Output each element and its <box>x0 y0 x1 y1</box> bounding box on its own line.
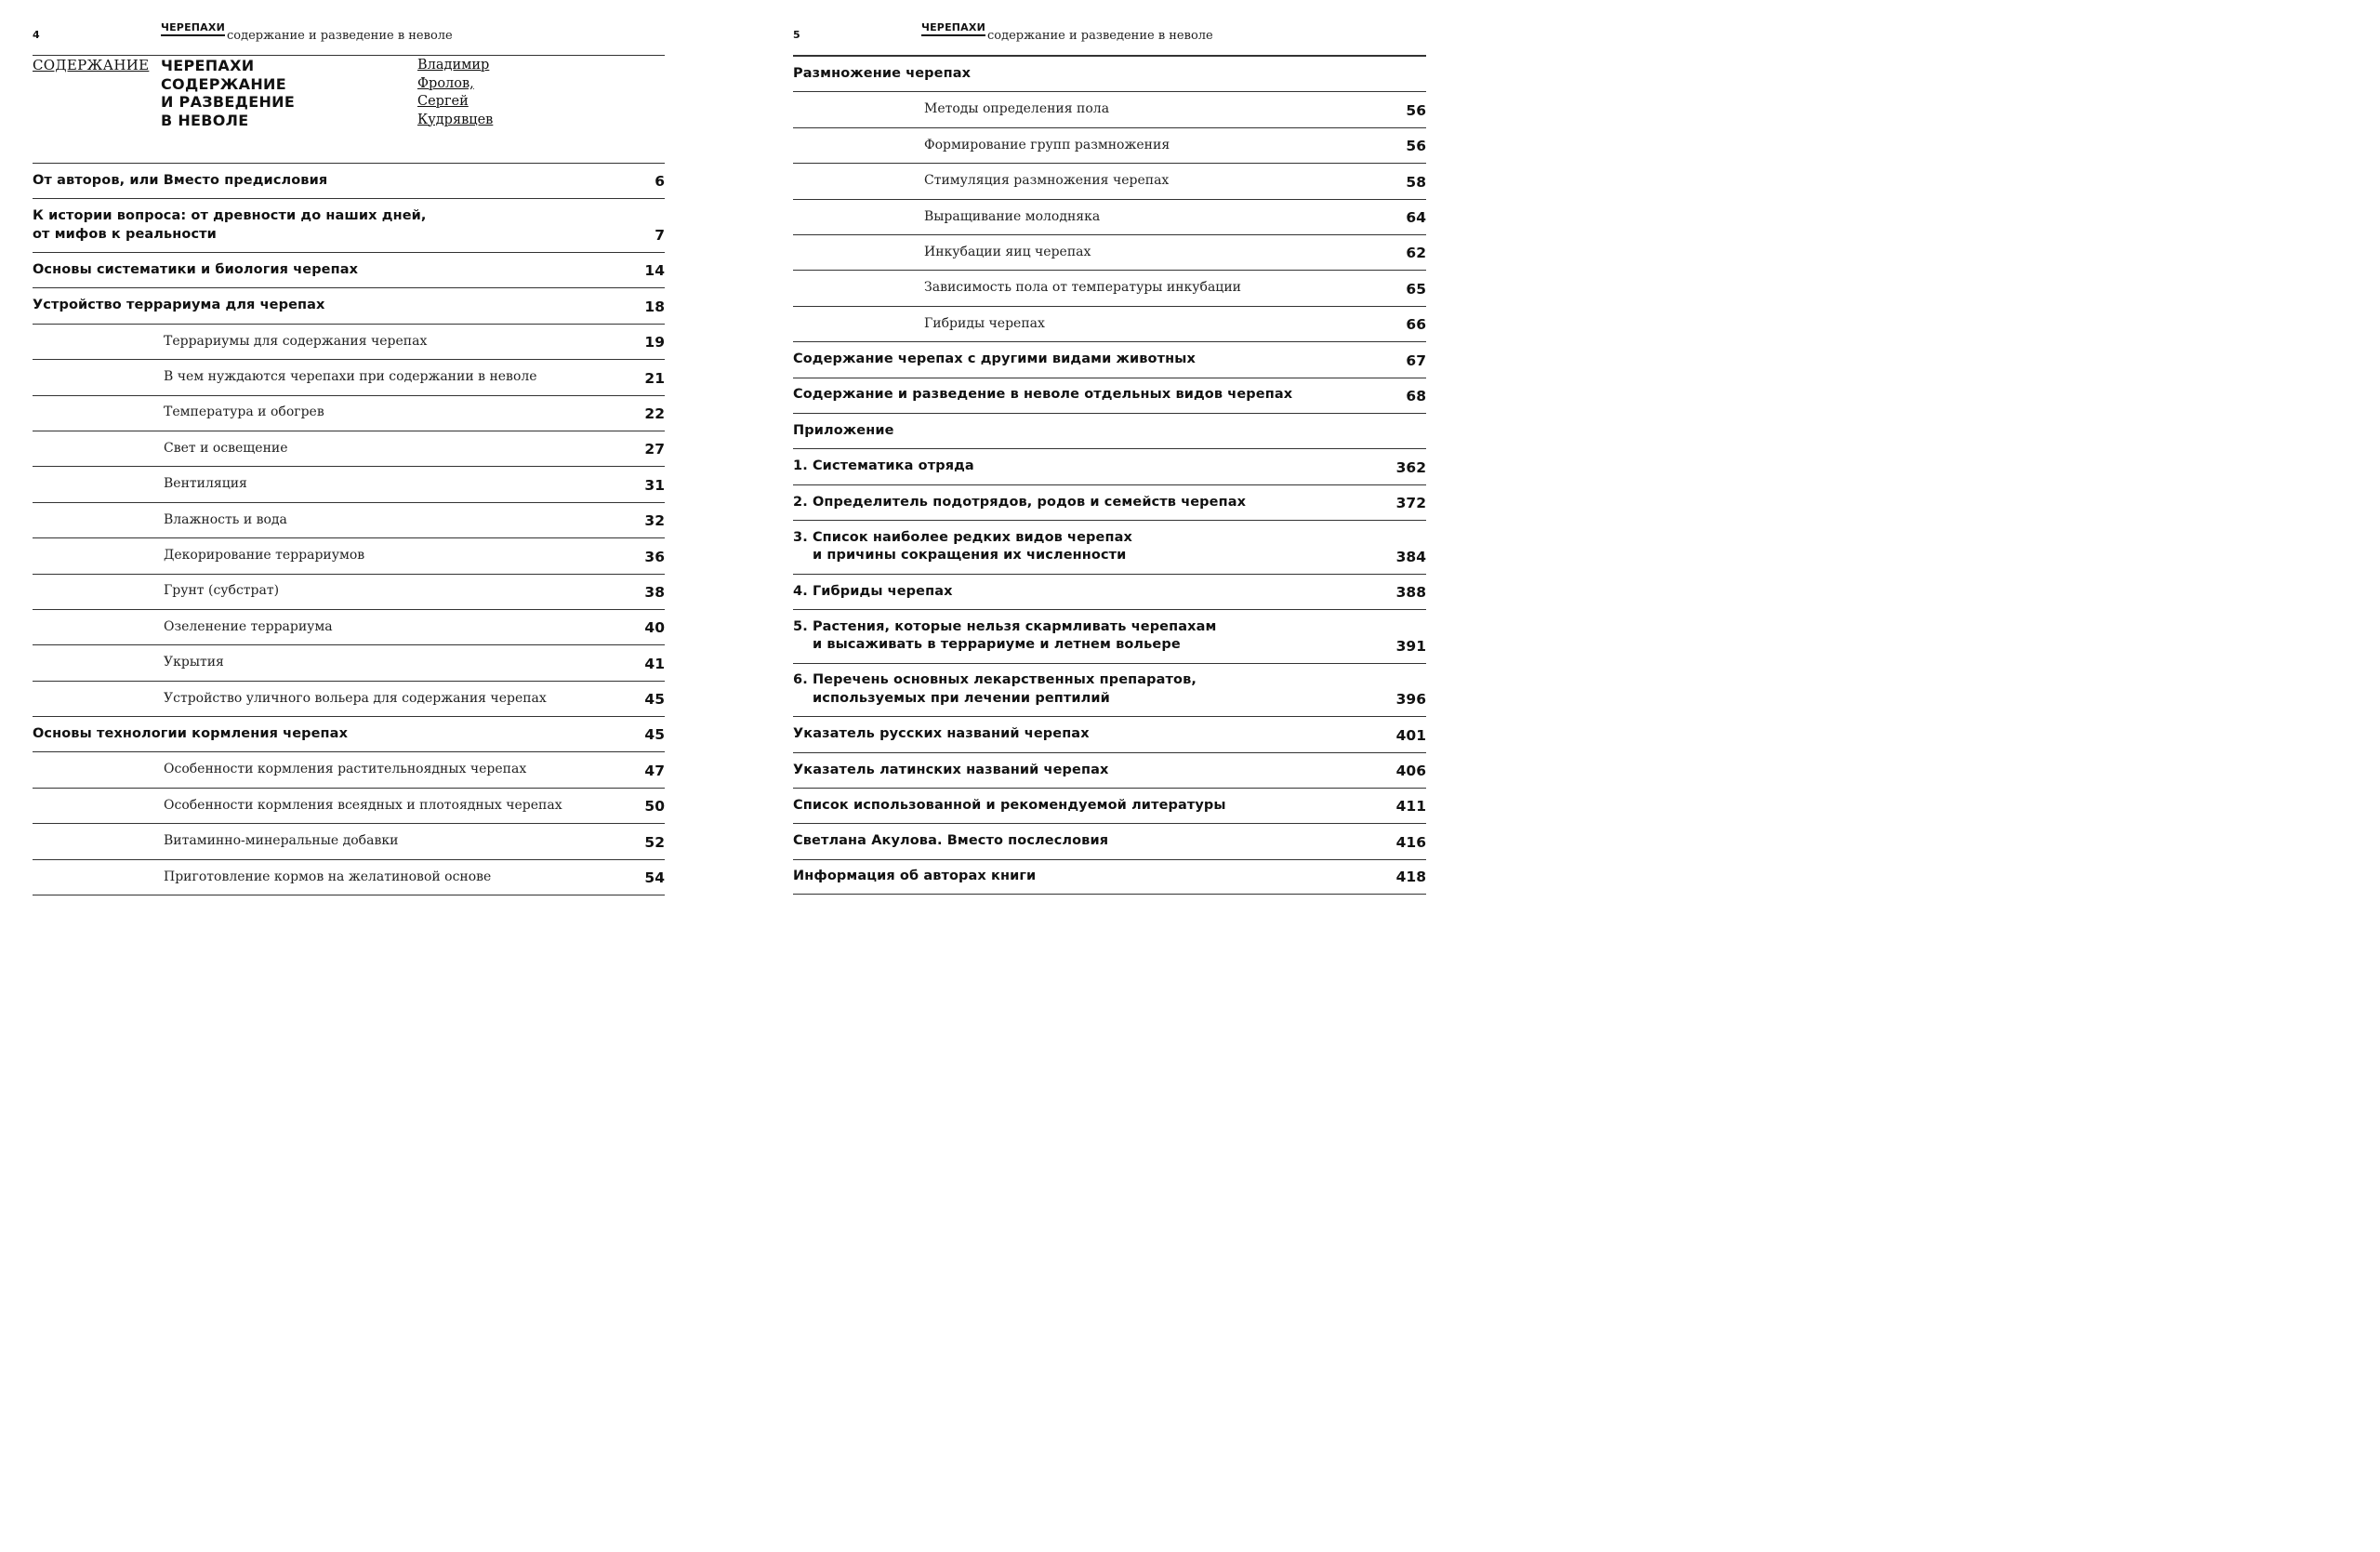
toc-page-number: 56 <box>1406 138 1426 155</box>
toc-entry-title-line: Приложение <box>793 422 894 438</box>
toc-entry-title <box>793 868 1426 886</box>
page-number: 4 <box>33 29 40 41</box>
toc-entry-title <box>33 261 665 280</box>
toc-entry-title <box>793 279 1426 298</box>
toc-entry-title <box>793 351 1426 369</box>
toc-entry[interactable] <box>793 823 1426 858</box>
book-title-line: В НЕВОЛЕ <box>161 111 249 129</box>
toc-entry-title <box>793 422 1426 441</box>
toc-entry-title-line: Температура и обогрев <box>164 405 324 420</box>
toc-page-number: 47 <box>644 762 665 779</box>
toc-page-number: 45 <box>644 691 665 709</box>
toc-page-number: 6 <box>654 173 665 191</box>
toc-entry-title <box>33 172 665 191</box>
toc-entry-title <box>33 869 665 887</box>
toc-entry-title-line: от мифов к реальности <box>33 226 217 242</box>
toc-entry-title <box>793 172 1426 191</box>
toc-page-number: 62 <box>1406 245 1426 262</box>
toc-page-number: 7 <box>654 226 665 244</box>
toc-entry[interactable] <box>793 663 1426 717</box>
toc-entry-title-line: К истории вопроса: от древности до наших дней, <box>33 208 427 224</box>
author-link[interactable]: Владимир <box>417 58 490 73</box>
toc-entry-title-line: Устройство террариума для черепах <box>33 298 325 313</box>
toc-entry-title-line: 3. Список наиболее редких видов черепах <box>793 529 1132 545</box>
toc-entry-title <box>793 618 1426 655</box>
toc-entry-title-line: От авторов, или Вместо предисловия <box>33 172 328 188</box>
toc-entry-title-line: Влажность и вода <box>164 511 287 527</box>
contents-heading: СОДЕРЖАНИЕ <box>33 57 150 73</box>
toc-entry-title <box>33 207 665 244</box>
toc-entry-title <box>33 404 665 422</box>
book-title <box>161 57 295 129</box>
toc-entry-title-line: Основы технологии кормления черепах <box>33 726 349 741</box>
toc-page-number: 38 <box>644 583 665 601</box>
toc-entry-title-line: и причины сокращения их численности <box>813 548 1127 564</box>
toc-entry-title <box>793 797 1426 816</box>
toc-entry-title <box>793 832 1426 851</box>
running-header-title: ЧЕРЕПАХИ <box>161 22 225 36</box>
toc-entry-title <box>793 725 1426 744</box>
toc-entry-title <box>793 529 1426 565</box>
toc-page-number: 36 <box>644 548 665 565</box>
toc-page-number: 41 <box>644 655 665 672</box>
toc-entry-title-line: Свет и освещение <box>164 440 288 456</box>
book-title-line: ЧЕРЕПАХИ <box>161 57 255 74</box>
toc-subentry[interactable] <box>793 199 1426 234</box>
toc-page-number: 68 <box>1406 387 1426 405</box>
toc-entry-title-line: Выращивание молодняка <box>924 208 1101 224</box>
toc-entry-title-line: Стимуляция размножения черепах <box>924 173 1170 189</box>
toc-page-number: 31 <box>644 476 665 494</box>
toc-entry-title-line: 5. Растения, которые нельзя скармливать черепахам <box>793 618 1217 634</box>
toc-entry-title <box>793 494 1426 512</box>
toc-entry-title <box>793 137 1426 155</box>
toc-entry-title <box>33 832 665 851</box>
toc-entry-title <box>33 797 665 816</box>
toc-subentry[interactable] <box>33 395 665 431</box>
toc-entry-title <box>33 511 665 530</box>
toc-entry-title-line: Методы определения пола <box>924 101 1110 117</box>
author-link[interactable]: Сергей <box>417 94 469 109</box>
running-header-subtitle: содержание и разведение в неволе <box>227 29 453 43</box>
toc-entry-title <box>793 208 1426 227</box>
toc-entry-title <box>793 583 1426 602</box>
toc-entry-title <box>33 690 665 709</box>
toc-entry-title-line: Инкубации яиц черепах <box>924 244 1091 259</box>
toc-entry[interactable] <box>793 859 1426 895</box>
toc-subentry[interactable] <box>33 537 665 573</box>
toc-page-number: 372 <box>1395 495 1426 512</box>
toc-subentry[interactable] <box>33 359 665 394</box>
toc-entry[interactable] <box>33 163 665 198</box>
toc-entry-title-line: Грунт (субстрат) <box>164 583 280 599</box>
toc-page-number: 18 <box>644 298 665 315</box>
toc-page-number: 65 <box>1406 280 1426 298</box>
toc-page-number: 391 <box>1395 637 1426 655</box>
toc-entry[interactable] <box>33 252 665 287</box>
toc-entry[interactable] <box>793 484 1426 520</box>
toc-entry-title-line: Особенности кормления всеядных и плотоядных черепах <box>164 797 562 813</box>
toc-entry-title <box>33 297 665 315</box>
toc-entry[interactable] <box>793 413 1426 448</box>
toc-subentry[interactable] <box>33 502 665 537</box>
toc-entry-title-line: Озеленение террариума <box>164 618 333 634</box>
toc-subentry[interactable] <box>33 788 665 823</box>
toc-page-number: 67 <box>1406 352 1426 369</box>
toc-subentry[interactable] <box>793 234 1426 270</box>
toc-page-number: 406 <box>1395 763 1426 780</box>
toc-entry-title-line: Вентиляция <box>164 476 247 492</box>
toc-subentry[interactable] <box>793 163 1426 198</box>
toc-page-number: 396 <box>1395 691 1426 709</box>
book-title-line: СОДЕРЖАНИЕ <box>161 74 286 93</box>
toc-subentry[interactable] <box>793 127 1426 163</box>
toc-page-number: 32 <box>644 512 665 530</box>
running-header-subtitle: содержание и разведение в неволе <box>987 29 1213 43</box>
toc-entry-title-line: Светлана Акулова. Вместо послесловия <box>793 833 1109 849</box>
toc-entry-title <box>33 440 665 458</box>
toc-entry-title-line: Зависимость пола от температуры инкубации <box>924 280 1241 296</box>
toc-subentry[interactable] <box>33 431 665 466</box>
toc-subentry[interactable] <box>33 574 665 609</box>
book-title-line: И РАЗВЕДЕНИЕ <box>161 93 296 111</box>
toc-page-number: 401 <box>1395 726 1426 744</box>
toc-entry[interactable] <box>33 287 665 323</box>
author-link[interactable]: Фролов, <box>417 75 474 91</box>
right-page <box>793 0 1426 952</box>
toc-entry-title-line: Декорирование террариумов <box>164 548 365 564</box>
toc-subentry[interactable] <box>793 306 1426 341</box>
toc-subentry[interactable] <box>33 466 665 501</box>
toc-entry-title <box>33 725 665 744</box>
toc-entry-title-line: Формирование групп размножения <box>924 137 1170 153</box>
toc-entry-title <box>33 618 665 637</box>
toc-entry-title-line: Устройство уличного вольера для содержания черепах <box>164 690 547 706</box>
toc-subentry[interactable] <box>793 91 1426 126</box>
toc-entry[interactable] <box>33 198 665 252</box>
toc-entry-title-line: и высаживать в террариуме и летнем вольере <box>813 637 1181 653</box>
toc-entry-title-line: Террариумы для содержания черепах <box>164 333 428 349</box>
toc-entry-title <box>33 368 665 387</box>
toc-entry[interactable] <box>33 716 665 751</box>
toc-entry[interactable] <box>793 56 1426 91</box>
authors <box>417 57 493 129</box>
toc-entry-title <box>793 671 1426 708</box>
toc-subentry[interactable] <box>33 681 665 716</box>
toc-page-number: 58 <box>1406 173 1426 191</box>
toc-list-right <box>793 56 1426 895</box>
toc-page-number: 22 <box>644 405 665 422</box>
toc-page-number: 40 <box>644 619 665 637</box>
toc-entry[interactable] <box>793 716 1426 751</box>
toc-entry-title <box>793 65 1426 84</box>
toc-entry-title-line: Витаминно-минеральные добавки <box>164 833 399 849</box>
toc-entry-title-line: Указатель латинских названий черепах <box>793 762 1109 777</box>
toc-entry-title-line: 1. Систематика отряда <box>793 458 974 474</box>
toc-entry-title <box>793 315 1426 334</box>
toc-page-number: 384 <box>1395 548 1426 565</box>
toc-entry[interactable] <box>793 574 1426 609</box>
toc-entry-title-line: Информация об авторах книги <box>793 869 1037 884</box>
toc-entry-title-line: Укрытия <box>164 655 224 670</box>
page-number: 5 <box>793 29 800 41</box>
toc-entry[interactable] <box>793 609 1426 663</box>
toc-subentry[interactable] <box>33 823 665 858</box>
toc-page-number: 56 <box>1406 101 1426 119</box>
toc-page-number: 362 <box>1395 458 1426 476</box>
toc-entry-title <box>793 458 1426 476</box>
toc-entry-title <box>33 582 665 601</box>
toc-entry-title <box>33 475 665 494</box>
toc-page-number: 64 <box>1406 208 1426 226</box>
toc-entry-title-line: Гибриды черепах <box>924 315 1045 331</box>
toc-page-number: 14 <box>644 262 665 280</box>
toc-entry-title-line: В чем нуждаются черепахи при содержании в неволе <box>164 369 537 385</box>
toc-subentry[interactable] <box>33 324 665 359</box>
toc-entry-title-line: Указатель русских названий черепах <box>793 726 1090 742</box>
toc-list-left <box>33 163 665 895</box>
toc-entry[interactable] <box>793 520 1426 574</box>
toc-entry-title <box>33 547 665 565</box>
toc-entry-title <box>793 100 1426 119</box>
toc-subentry[interactable] <box>33 859 665 895</box>
toc-entry[interactable] <box>793 448 1426 484</box>
toc-page-number: 45 <box>644 726 665 744</box>
toc-entry[interactable] <box>793 378 1426 413</box>
toc-entry-title-line: Список использованной и рекомендуемой литературы <box>793 797 1226 813</box>
toc-page-number: 27 <box>644 441 665 458</box>
toc-entry-title-line: 6. Перечень основных лекарственных препаратов, <box>793 672 1197 688</box>
toc-entry[interactable] <box>793 788 1426 823</box>
toc-page-number: 21 <box>644 369 665 387</box>
toc-page-number: 54 <box>644 869 665 887</box>
toc-page-number: 388 <box>1395 584 1426 602</box>
toc-entry-title-line: Содержание черепах с другими видами животных <box>793 352 1196 367</box>
toc-entry-title <box>793 244 1426 262</box>
toc-entry-title <box>33 654 665 672</box>
toc-entry-title-line: используемых при лечении рептилий <box>813 690 1110 706</box>
left-page <box>33 0 665 952</box>
toc-entry[interactable] <box>793 341 1426 377</box>
toc-subentry[interactable] <box>33 609 665 644</box>
toc-entry-title <box>33 761 665 779</box>
toc-entry-title-line: Содержание и разведение в неволе отдельных видов черепах <box>793 387 1293 403</box>
toc-subentry[interactable] <box>33 751 665 787</box>
toc-page-number: 66 <box>1406 316 1426 334</box>
toc-page-number: 50 <box>644 798 665 816</box>
running-header-title: ЧЕРЕПАХИ <box>921 22 985 36</box>
author-link[interactable]: Кудрявцев <box>417 112 494 127</box>
toc-entry-title <box>33 333 665 352</box>
toc-entry-title-line: Приготовление кормов на желатиновой основе <box>164 869 492 884</box>
toc-page-number: 411 <box>1395 798 1426 816</box>
toc-page-number: 19 <box>644 334 665 352</box>
toc-page-number: 52 <box>644 833 665 851</box>
toc-page-number: 416 <box>1395 833 1426 851</box>
toc-entry-title-line: Основы систематики и биология черепах <box>33 261 359 277</box>
toc-subentry[interactable] <box>33 644 665 680</box>
toc-entry-title <box>793 762 1426 780</box>
toc-entry[interactable] <box>793 752 1426 788</box>
toc-entry-title-line: 4. Гибриды черепах <box>793 583 953 599</box>
header-rule <box>33 55 665 56</box>
toc-entry-title-line: Особенности кормления растительноядных черепах <box>164 762 527 777</box>
toc-entry-title <box>793 386 1426 405</box>
toc-subentry[interactable] <box>793 270 1426 305</box>
toc-entry-title-line: 2. Определитель подотрядов, родов и семейств черепах <box>793 494 1247 510</box>
toc-page-number: 418 <box>1395 869 1426 886</box>
toc-entry-title-line: Размножение черепах <box>793 65 972 81</box>
